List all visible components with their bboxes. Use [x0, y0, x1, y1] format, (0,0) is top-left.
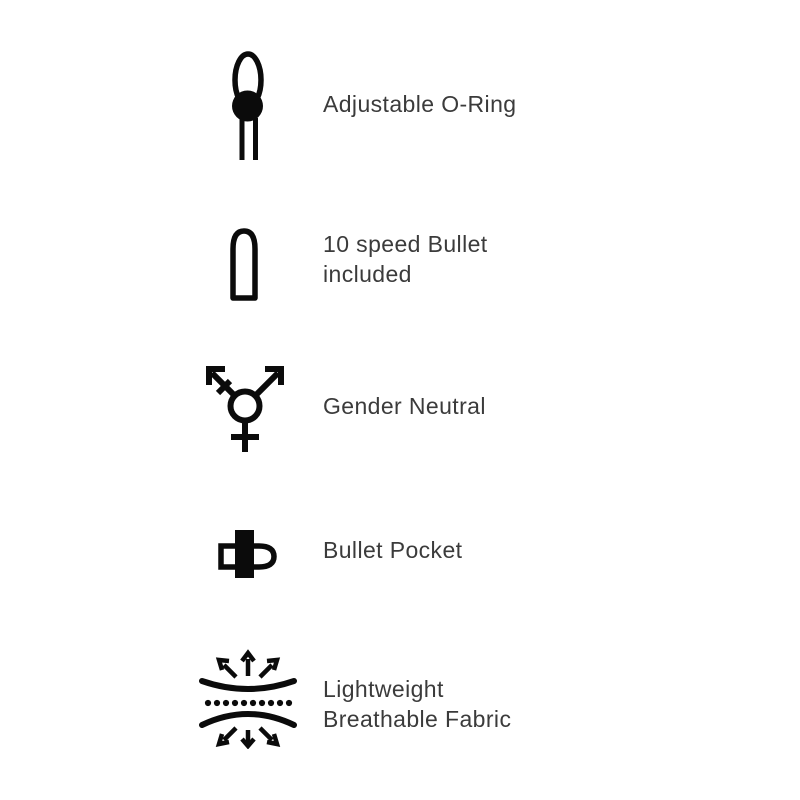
- adjustable-o-ring-icon: [228, 50, 268, 162]
- feature-label: [323, 535, 462, 565]
- feature-label: [323, 89, 516, 119]
- breathable-fabric-icon: [198, 649, 298, 749]
- feature-label-line: Adjustable O-Ring: [323, 91, 517, 117]
- feature-label-line: Breathable Fabric: [323, 706, 512, 732]
- bullet-pocket-icon: [214, 527, 280, 581]
- feature-label-line: Lightweight: [323, 676, 444, 702]
- feature-label-line: Gender Neutral: [323, 393, 486, 419]
- gender-neutral-icon: [203, 360, 287, 454]
- feature-label-line: Bullet Pocket: [323, 537, 463, 563]
- feature-label-line: 10 speed Bullet: [323, 231, 488, 257]
- feature-label: [323, 229, 488, 289]
- feature-label: [323, 391, 486, 421]
- bullet-icon: [229, 227, 259, 301]
- feature-label: [323, 674, 511, 734]
- feature-label-line: included: [323, 261, 412, 287]
